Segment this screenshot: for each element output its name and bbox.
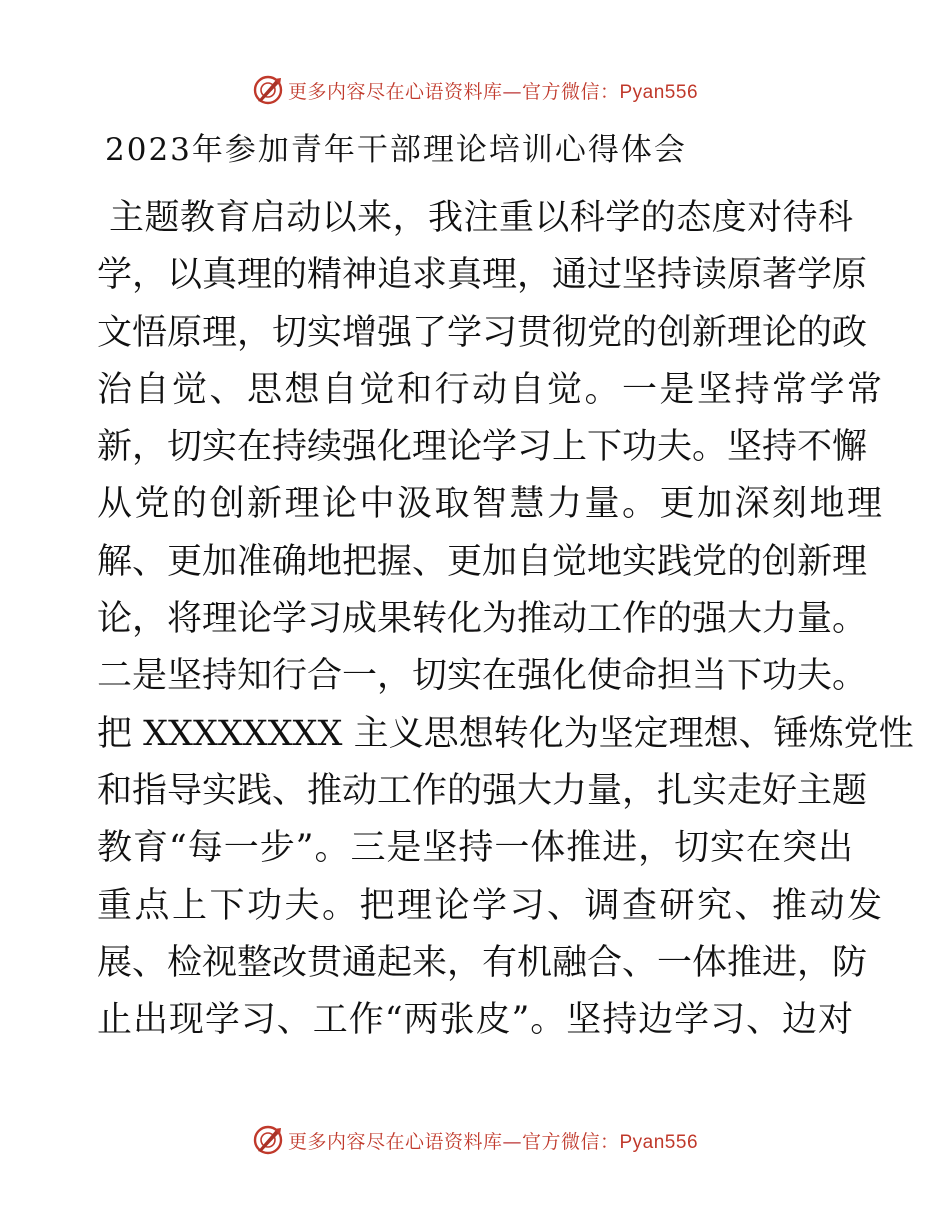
body-line: 新，切实在持续强化理论学习上下功夫。坚持不懈 — [97, 427, 868, 468]
body-line: 解、更加准确地把握、更加自觉地实践党的创新理 — [97, 541, 868, 582]
quill-pen-logo-icon — [252, 1124, 284, 1156]
header-banner-text — [288, 77, 698, 104]
body-line: 二是坚持知行合一，切实在强化使命担当下功夫。 — [97, 656, 868, 697]
body-line: 从党的创新理论中汲取智慧力量。更加深刻地理 — [97, 484, 885, 525]
body-line: 论，将理论学习成果转化为推动工作的强大力量。 — [97, 599, 868, 640]
footer-banner-main: 更多内容尽在心语资料库 — [287, 1130, 503, 1153]
body-line: 学，以真理的精神追求真理，通过坚持读原著学原 — [97, 255, 868, 296]
body-line: 和指导实践、推动工作的强大力量，扎实走好主题 — [97, 770, 868, 811]
header-watermark-banner — [0, 70, 950, 110]
body-line: 重点上下功夫。把理论学习、调查研究、推动发 — [97, 885, 885, 926]
body-line: 止出现学习、工作“两张皮”。坚持边学习、边对 — [97, 1000, 853, 1041]
header-banner-contact: 官方微信： — [521, 80, 620, 103]
body-line: 主题教育启动以来，我注重以科学的态度对待科 — [109, 198, 853, 238]
header-banner-main: 更多内容尽在心语资料库 — [287, 80, 503, 103]
footer-watermark-banner — [0, 1120, 950, 1160]
footer-banner-sep: — — [502, 1130, 522, 1153]
body-line: 把 XXXXXXXX 主义思想转化为坚定理想、锤炼党性 — [97, 713, 914, 754]
header-banner-wechat-id: Pyan556 — [619, 81, 699, 103]
body-line: 治自觉、思想自觉和行动自觉。一是坚持常学常 — [97, 369, 885, 410]
body-line: 展、检视整改贯通起来，有机融合、一体推进，防 — [97, 942, 868, 983]
body-line: 文悟原理，切实增强了学习贯彻党的创新理论的政 — [97, 312, 868, 353]
footer-banner-wechat-id: Pyan556 — [619, 1131, 699, 1153]
document-title: 2023年参加青年干部理论培训心得体会 — [105, 132, 687, 168]
quill-pen-logo-icon — [252, 74, 284, 106]
footer-banner-text — [288, 1127, 698, 1154]
footer-banner-contact: 官方微信： — [521, 1130, 620, 1153]
header-banner-sep: — — [502, 80, 522, 103]
body-line: 教育“每一步”。三是坚持一体推进，切实在突出 — [97, 828, 853, 869]
document-body — [97, 190, 914, 1049]
